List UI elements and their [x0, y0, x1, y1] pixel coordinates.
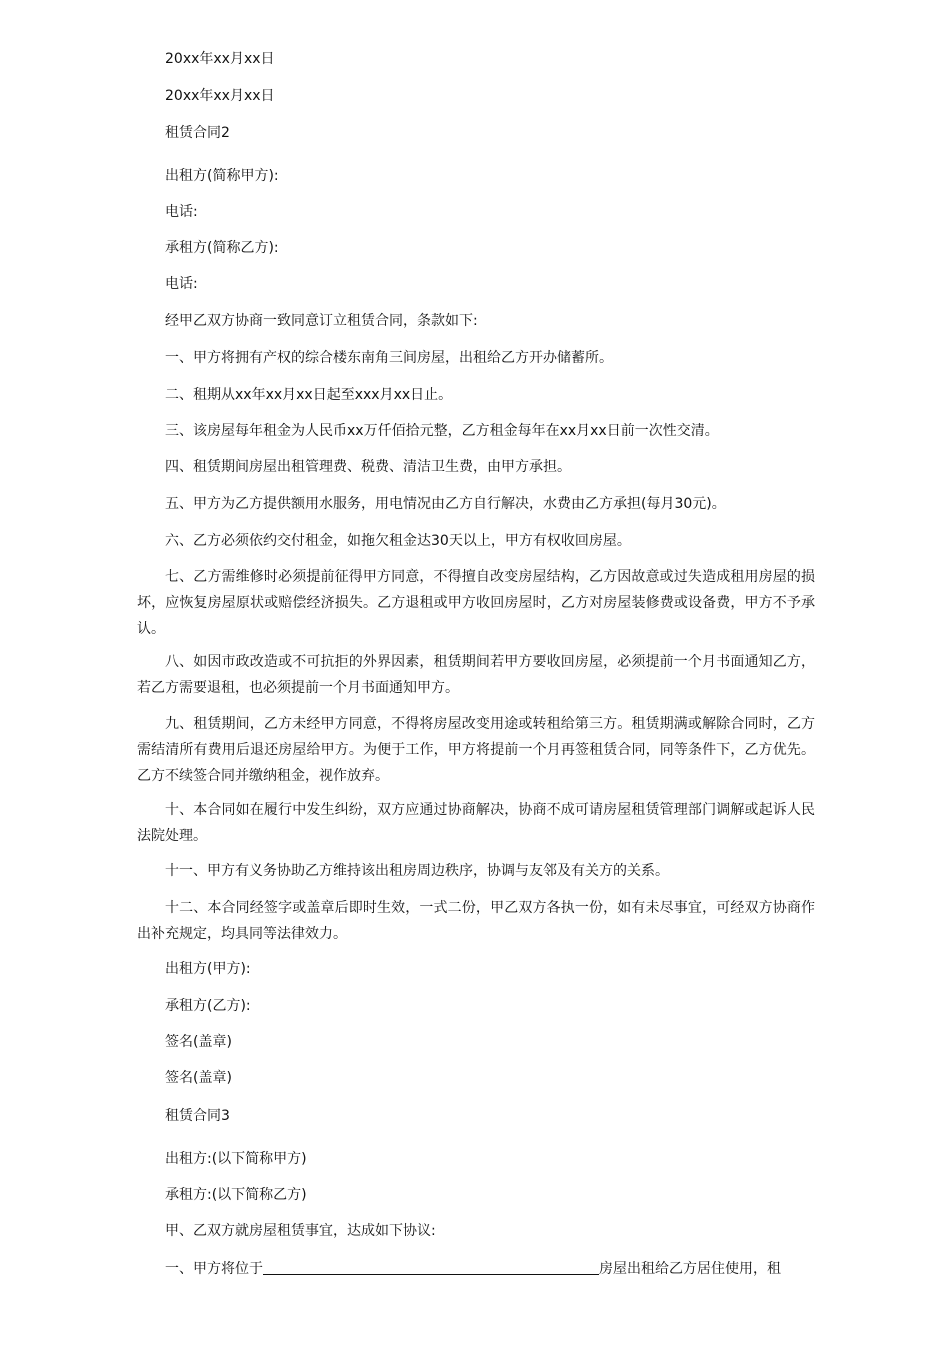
clause-3-1-suffix: 房屋出租给乙方居住使用，租 — [599, 1261, 781, 1277]
lessee-line-3: 承租方:(以下简称乙方) — [165, 1187, 307, 1203]
clause-8: 八、如因市政改造或不可抗拒的外界因素，租赁期间若甲方要收回房屋，必须提前一个月书面通知乙方，若乙方需要退租，也必须提前一个月书面通知甲方。 — [137, 654, 815, 696]
date-line-1: 20xx年xx月xx日 — [165, 51, 275, 67]
clause-1: 一、甲方将拥有产权的综合楼东南角三间房屋，出租给乙方开办储蓄所。 — [165, 350, 613, 366]
lessor-line-3: 出租方:(以下简称甲方) — [165, 1151, 307, 1167]
clause-12: 十二、本合同经签字或盖章后即时生效，一式二份，甲乙双方各执一份，如有未尽事宜，可经双方协商作出补充规定，均具同等法律效力。 — [137, 900, 815, 942]
clause-2: 二、租期从xx年xx月xx日起至xxx月xx日止。 — [165, 387, 453, 403]
signature-seal-1: 签名(盖章) — [165, 1034, 232, 1050]
clause-11: 十一、甲方有义务协助乙方维持该出租房周边秩序，协调与友邻及有关方的关系。 — [165, 863, 669, 879]
agreement-intro-3: 甲、乙双方就房屋租赁事宜，达成如下协议: — [165, 1223, 436, 1239]
address-blank-field — [263, 1260, 599, 1275]
clause-7: 七、乙方需维修时必须提前征得甲方同意，不得擅自改变房屋结构，乙方因故意或过失造成租用房屋的损坏，应恢复房屋原状或赔偿经济损失。乙方退租或甲方收回房屋时，乙方对房屋装修费或设备费，甲方不予承认。 — [137, 569, 815, 637]
clause-3: 三、该房屋每年租金为人民币xx万仟佰拾元整，乙方租金每年在xx月xx日前一次性交清。 — [165, 423, 719, 439]
clause-6: 六、乙方必须依约交付租金，如拖欠租金达30天以上，甲方有权收回房屋。 — [165, 533, 631, 549]
lessee-line: 承租方(简称乙方): — [165, 240, 279, 256]
lessor-phone-line: 电话: — [165, 204, 198, 220]
clause-4: 四、租赁期间房屋出租管理费、税费、清洁卫生费，由甲方承担。 — [165, 459, 571, 475]
clause-3-1 — [165, 1260, 815, 1277]
contract-title-3: 租赁合同3 — [165, 1108, 230, 1124]
signature-lessee: 承租方(乙方): — [165, 998, 251, 1014]
clause-9: 九、租赁期间，乙方未经甲方同意，不得将房屋改变用途或转租给第三方。租赁期满或解除合同时，乙方需结清所有费用后退还房屋给甲方。为便于工作，甲方将提前一个月再签租赁合同，同等条件下，乙方优先。乙方不续签合同并缴纳租金，视作放弃。 — [137, 716, 815, 784]
clause-3-1-prefix: 一、甲方将位于 — [165, 1261, 263, 1277]
agreement-intro: 经甲乙双方协商一致同意订立租赁合同，条款如下: — [165, 313, 478, 329]
signature-seal-2: 签名(盖章) — [165, 1070, 232, 1086]
date-line-2: 20xx年xx月xx日 — [165, 88, 275, 104]
lessee-phone-line: 电话: — [165, 276, 198, 292]
contract-title-2: 租赁合同2 — [165, 125, 230, 141]
signature-lessor: 出租方(甲方): — [165, 961, 251, 977]
lessor-line: 出租方(简称甲方): — [165, 168, 279, 184]
clause-5: 五、甲方为乙方提供额用水服务，用电情况由乙方自行解决，水费由乙方承担(每月30元)。 — [165, 496, 726, 512]
clause-10: 十、本合同如在履行中发生纠纷，双方应通过协商解决，协商不成可请房屋租赁管理部门调解或起诉人民法院处理。 — [137, 802, 815, 844]
